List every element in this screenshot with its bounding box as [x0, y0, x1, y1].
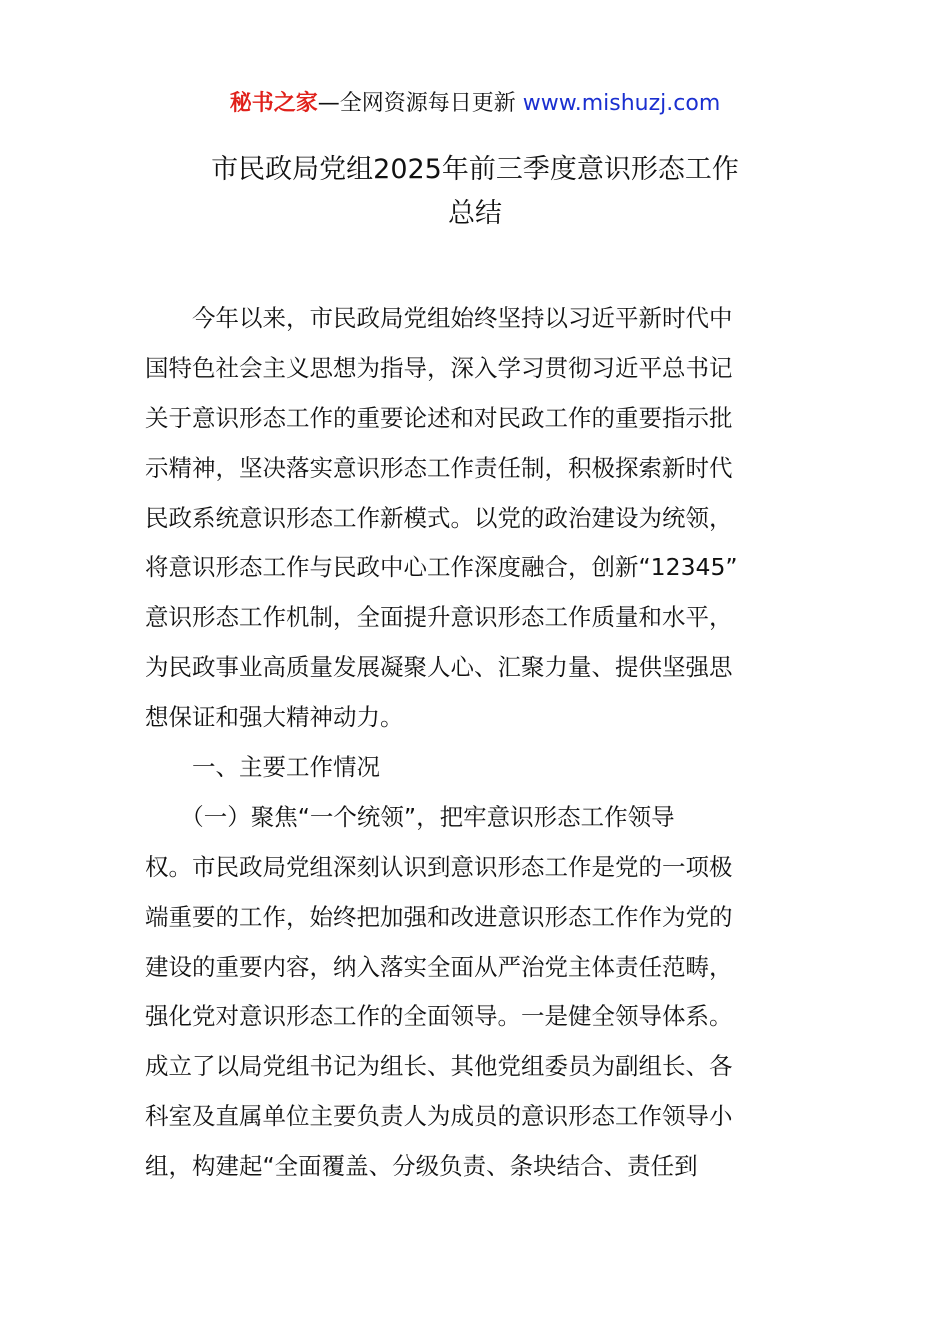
body-line: 权。市民政局党组深刻认识到意识形态工作是党的一项极 [145, 852, 733, 881]
section-heading: 一、主要工作情况 [145, 753, 380, 782]
site-url-link[interactable]: www.mishuzj.com [522, 91, 721, 116]
body-line: 国特色社会主义思想为指导，深入学习贯彻习近平总书记 [145, 353, 733, 382]
body-line: 科室及直属单位主要负责人为成员的意识形态工作领导小 [145, 1102, 733, 1131]
banner-tagline: —全网资源每日更新 [317, 91, 523, 116]
body-line: 成立了以局党组书记为组长、其他党组委员为副组长、各 [145, 1052, 733, 1081]
body-line: 强化党对意识形态工作的全面领导。一是健全领导体系。 [145, 1002, 733, 1031]
body-line: 民政系统意识形态工作新模式。以党的政治建设为统领， [145, 503, 733, 532]
document-title [140, 148, 810, 236]
subsection-heading: （一）聚焦“一个统领”，把牢意识形态工作领导 [145, 802, 675, 831]
body-line: 示精神，坚决落实意识形态工作责任制，积极探索新时代 [145, 453, 733, 482]
brand-name: 秘书之家 [229, 91, 318, 116]
body-line: 关于意识形态工作的重要论述和对民政工作的重要指示批 [145, 403, 733, 432]
body-line: 端重要的工作，始终把加强和改进意识形态工作作为党的 [145, 902, 733, 931]
body-line: 组，构建起“全面覆盖、分级负责、条块结合、责任到 [145, 1152, 698, 1181]
title-line-1: 市民政局党组2025年前三季度意识形态工作 [211, 154, 739, 185]
body-line: 为民政事业高质量发展凝聚人心、汇聚力量、提供坚强思 [145, 653, 733, 682]
document-body [145, 297, 815, 1195]
body-line: 将意识形态工作与民政中心工作深度融合，创新“12345” [145, 553, 738, 582]
title-line-2: 总结 [448, 198, 502, 229]
body-line: 建设的重要内容，纳入落实全面从严治党主体责任范畴， [145, 952, 733, 981]
body-line: 意识形态工作机制，全面提升意识形态工作质量和水平， [145, 603, 733, 632]
site-banner [0, 88, 950, 120]
body-line: 想保证和强大精神动力。 [145, 703, 404, 732]
body-line: 今年以来，市民政局党组始终坚持以习近平新时代中 [145, 304, 733, 332]
